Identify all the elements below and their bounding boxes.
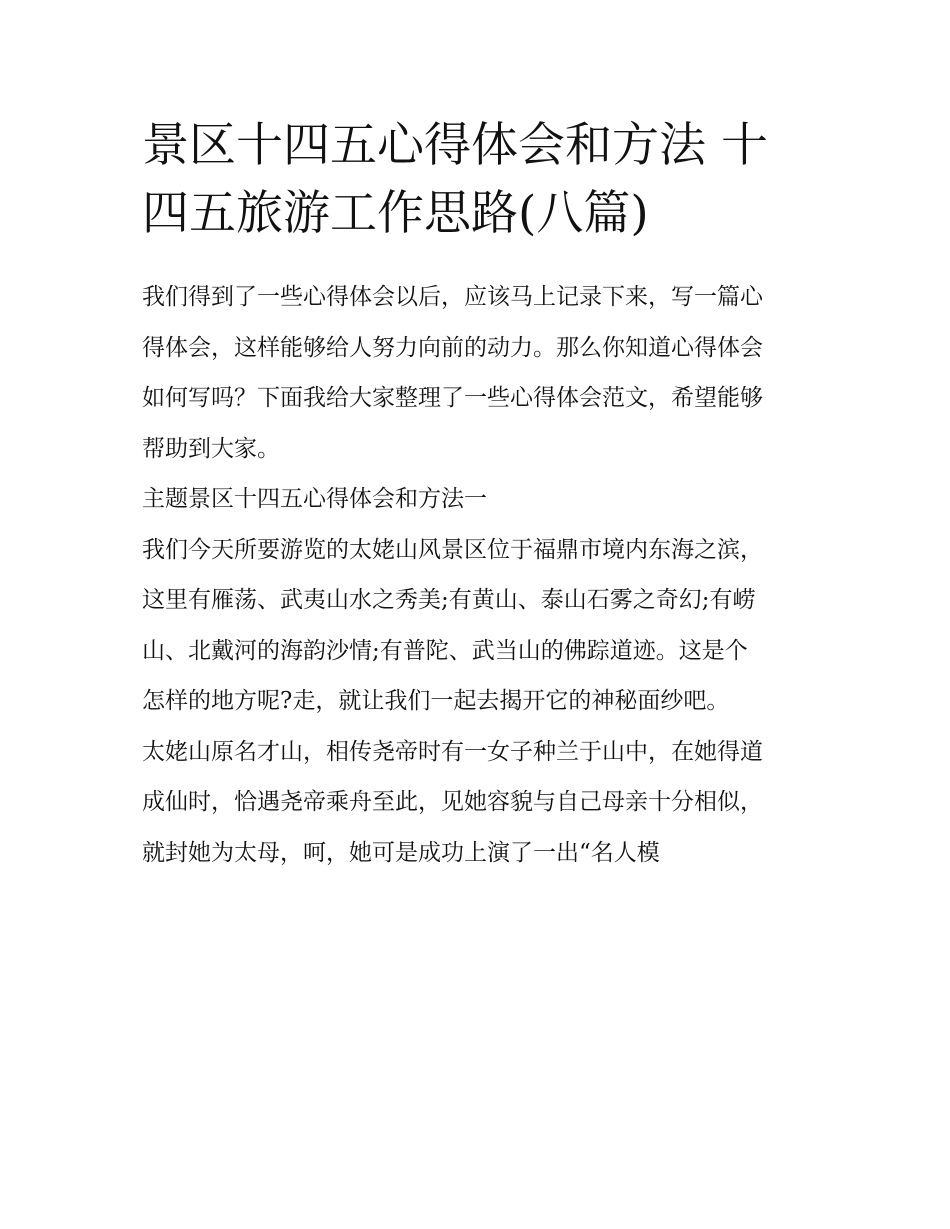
section-heading bbox=[142, 474, 812, 525]
title-line: 四五旅游工作思路(八篇) bbox=[142, 186, 649, 241]
body-paragraph bbox=[142, 525, 812, 727]
document-content bbox=[142, 112, 812, 878]
paragraph-line: 山、北戴河的海韵沙情;有普陀、武当山的佛踪道迹。这是个 bbox=[142, 637, 748, 664]
paragraph-line: 主题景区十四五心得体会和方法一 bbox=[142, 486, 487, 512]
paragraph-line: 怎样的地方呢?走，就让我们一起去揭开它的神秘面纱吧。 bbox=[142, 688, 730, 714]
paragraph-line: 就封她为太母，呵，她可是成功上演了一出“名人模 bbox=[142, 839, 660, 866]
paragraph-line: 帮助到大家。 bbox=[142, 435, 280, 462]
document-title bbox=[142, 112, 812, 248]
paragraph-line: 我们今天所要游览的太姥山风景区位于福鼎市境内东海之滨， bbox=[142, 536, 763, 563]
paragraph-line: 这里有雁荡、武夷山水之秀美;有黄山、泰山石雾之奇幻;有崂 bbox=[142, 587, 756, 613]
paragraph-line: 太姥山原名才山，相传尧帝时有一女子种兰于山中，在她得道 bbox=[142, 738, 763, 765]
title-line: 景区十四五心得体会和方法 十 bbox=[142, 118, 768, 173]
intro-paragraph bbox=[142, 272, 812, 474]
paragraph-line: 成仙时，恰遇尧帝乘舟至此，见她容貌与自己母亲十分相似， bbox=[142, 789, 763, 815]
body-paragraph bbox=[142, 727, 812, 879]
paragraph-line: 得体会，这样能够给人努力向前的动力。那么你知道心得体会 bbox=[142, 334, 763, 361]
paragraph-line: 我们得到了一些心得体会以后，应该马上记录下来，写一篇心 bbox=[142, 284, 763, 310]
paragraph-line: 如何写吗？下面我给大家整理了一些心得体会范文，希望能够 bbox=[142, 385, 763, 411]
